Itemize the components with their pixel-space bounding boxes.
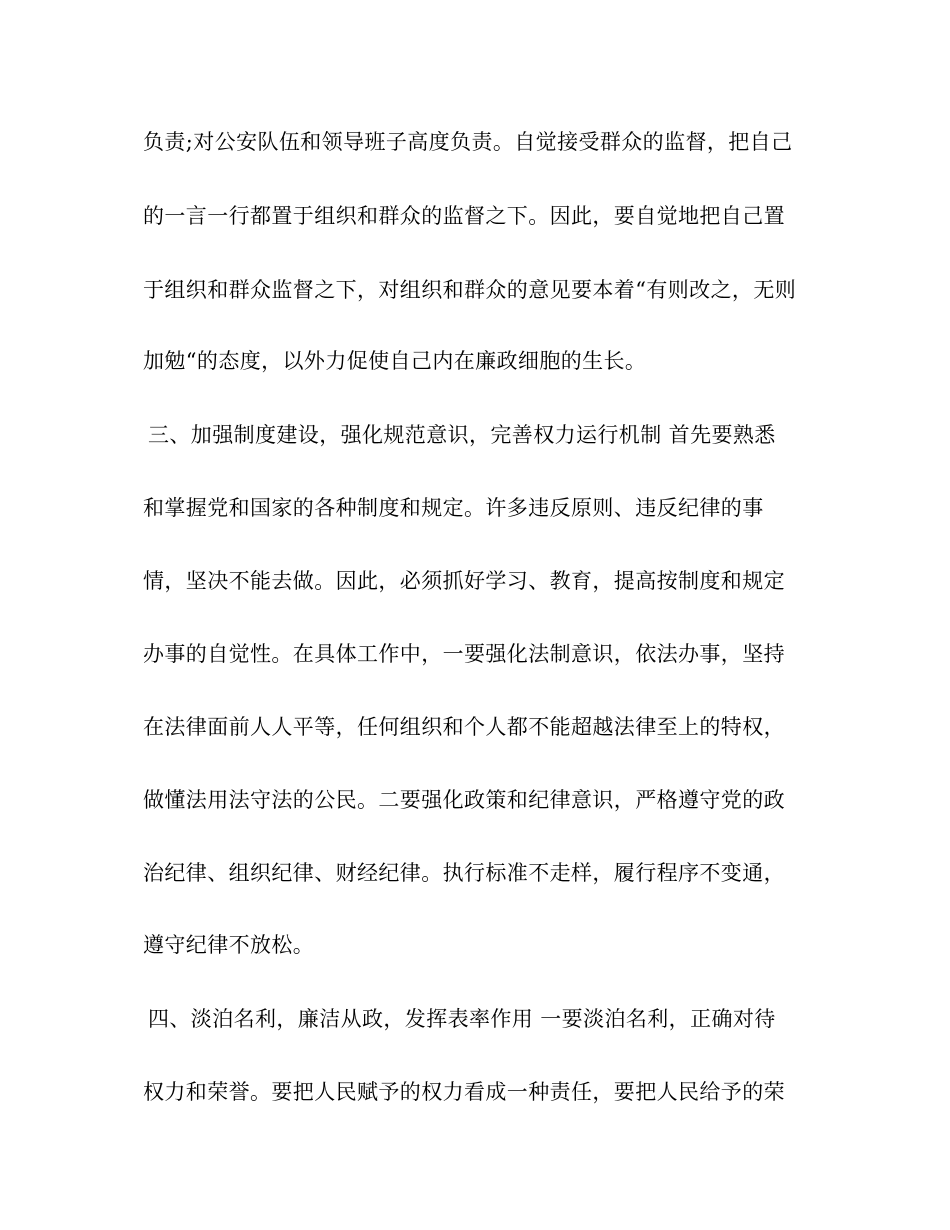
- text-line: 遵守纪律不放松。: [143, 933, 315, 957]
- text-line: 负责;对公安队伍和领导班子高度负责。自觉接受群众的监督，把自己: [143, 130, 793, 154]
- text-line: 情，坚决不能去做。因此，必须抓好学习、教育，提高按制度和规定: [143, 569, 785, 593]
- text-line: 在法律面前人人平等，任何组织和个人都不能超越法律至上的特权，: [143, 715, 785, 739]
- text-line: 权力和荣誉。要把人民赋予的权力看成一种责任，要把人民给予的荣: [143, 1080, 785, 1104]
- text-line: 于组织和群众监督之下，对组织和群众的意见要本着“有则改之，无则: [143, 278, 797, 302]
- text-line: 治纪律、组织纪律、财经纪律。执行标准不走样，履行程序不变通，: [143, 861, 785, 885]
- text-line: 和掌握党和国家的各种制度和规定。许多违反原则、违反纪律的事: [143, 496, 764, 520]
- section-heading-line: 三、加强制度建设，强化规范意识，完善权力运行机制 首先要熟悉: [148, 423, 776, 447]
- text-line: 做懂法用法守法的公民。二要强化政策和纪律意识，严格遵守党的政: [143, 788, 785, 812]
- text-line: 的一言一行都置于组织和群众的监督之下。因此，要自觉地把自己置: [143, 204, 785, 228]
- text-line: 办事的自觉性。在具体工作中，一要强化法制意识，依法办事，坚持: [143, 642, 785, 666]
- text-line: 加勉“的态度，以外力促使自己内在廉政细胞的生长。: [143, 349, 647, 373]
- section-heading-line: 四、淡泊名利，廉洁从政，发挥表率作用 一要淡泊名利，正确对待: [148, 1007, 776, 1031]
